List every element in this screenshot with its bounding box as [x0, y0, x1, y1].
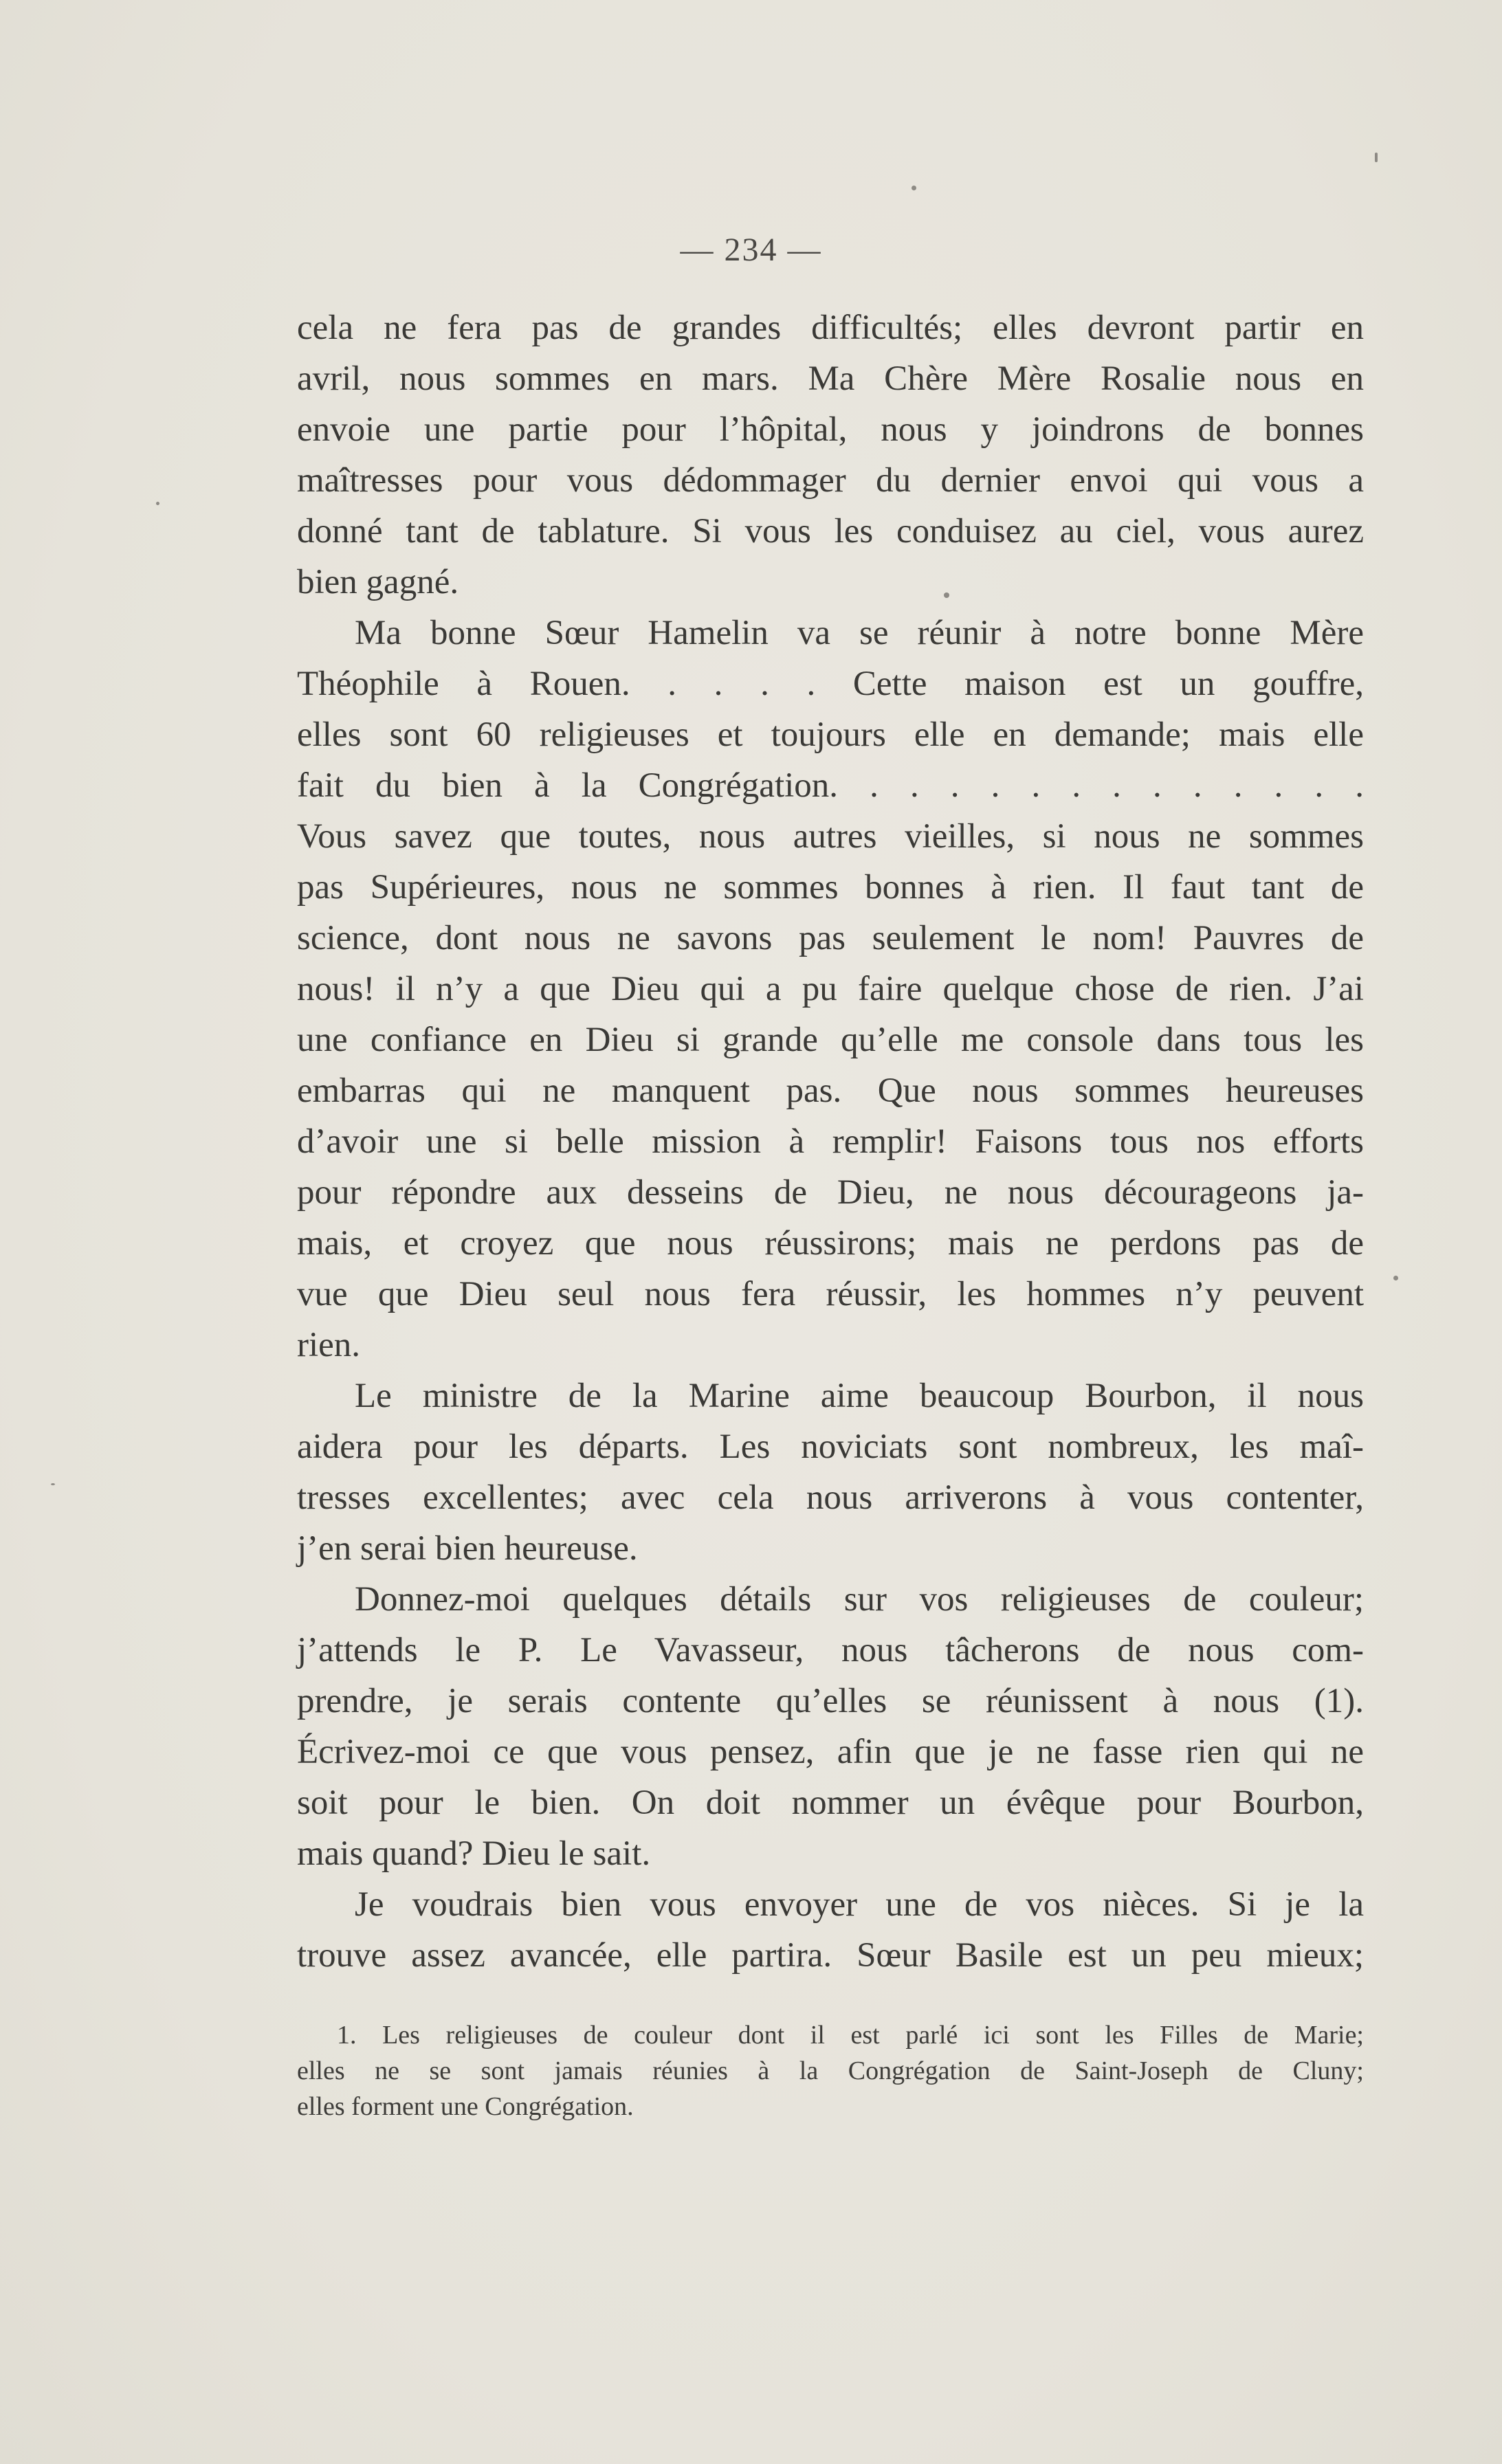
footnote-line: elles ne se sont jamais réunies à la Congrégation de Saint-Joseph de Cluny;	[297, 2056, 1364, 2085]
body-line: trouve assez avancée, elle partira. Sœur Basile est un peu mieux;	[297, 1936, 1364, 1975]
body-line: mais, et croyez que nous réussirons; mais ne perdons pas de	[297, 1224, 1364, 1263]
body-line: Je voudrais bien vous envoyer une de vos nièces. Si je la	[355, 1885, 1364, 1924]
body-line: d’avoir une si belle mission à remplir! Faisons tous nos efforts	[297, 1122, 1364, 1161]
body-line: vue que Dieu seul nous fera réussir, les hommes n’y peuvent	[297, 1275, 1364, 1313]
body-line: Écrivez-moi ce que vous pensez, afin que je ne fasse rien qui ne	[297, 1733, 1364, 1771]
body-line: Donnez-moi quelques détails sur vos religieuses de couleur;	[355, 1580, 1364, 1619]
body-text	[297, 302, 1364, 1981]
body-line: fait du bien à la Congrégation. . . . . . . . . . . . . .	[297, 766, 1364, 805]
body-line: tresses excellentes; avec cela nous arriverons à vous contenter,	[297, 1478, 1364, 1517]
footnote-line: 1. Les religieuses de couleur dont il est parlé ici sont les Filles de Marie;	[337, 2021, 1364, 2050]
body-line: envoie une partie pour l’hôpital, nous y joindrons de bonnes	[297, 410, 1364, 449]
body-line: nous! il n’y a que Dieu qui a pu faire quelque chose de rien. J’ai	[297, 970, 1364, 1008]
scan-speck	[1375, 153, 1378, 162]
body-line: aidera pour les départs. Les noviciats sont nombreux, les maî-	[297, 1428, 1364, 1466]
scan-speck	[912, 186, 916, 190]
body-line: Vous savez que toutes, nous autres vieilles, si nous ne sommes	[297, 817, 1364, 856]
scan-speck	[1393, 1276, 1398, 1280]
body-line: science, dont nous ne savons pas seulement le nom! Pauvres de	[297, 919, 1364, 957]
body-line: prendre, je serais contente qu’elles se réunissent à nous (1).	[297, 1682, 1364, 1720]
body-line: Le ministre de la Marine aime beaucoup Bourbon, il nous	[355, 1377, 1364, 1415]
body-line: avril, nous sommes en mars. Ma Chère Mère Rosalie nous en	[297, 359, 1364, 398]
body-line: soit pour le bien. On doit nommer un évêque pour Bourbon,	[297, 1784, 1364, 1822]
body-line: j’attends le P. Le Vavasseur, nous tâcherons de nous com-	[297, 1631, 1364, 1669]
scan-speck	[944, 592, 949, 598]
body-line: maîtresses pour vous dédommager du dernier envoi qui vous a	[297, 461, 1364, 500]
body-line: une confiance en Dieu si grande qu’elle me console dans tous les	[297, 1021, 1364, 1059]
body-line: elles sont 60 religieuses et toujours elle en demande; mais elle	[297, 715, 1364, 754]
body-line: rien.	[297, 1326, 361, 1364]
footnotes	[297, 2017, 1364, 2124]
footnote-line: elles forment une Congrégation.	[297, 2092, 634, 2121]
page-number: — 234 —	[680, 232, 822, 268]
body-line: embarras qui ne manquent pas. Que nous sommes heureuses	[297, 1072, 1364, 1110]
body-line: Ma bonne Sœur Hamelin va se réunir à notre bonne Mère	[355, 614, 1364, 652]
body-line: donné tant de tablature. Si vous les conduisez au ciel, vous aurez	[297, 512, 1364, 551]
scan-speck	[156, 502, 159, 505]
body-line: pour répondre aux desseins de Dieu, ne nous décourageons ja-	[297, 1173, 1364, 1212]
body-line: cela ne fera pas de grandes difficultés; elles devront partir en	[297, 309, 1364, 347]
scan-speck	[51, 1483, 55, 1485]
body-line: Théophile à Rouen. . . . . Cette maison est un gouffre,	[297, 665, 1364, 703]
body-line: j’en serai bien heureuse.	[297, 1529, 638, 1568]
body-line: mais quand? Dieu le sait.	[297, 1834, 651, 1873]
body-line: bien gagné.	[297, 563, 459, 601]
body-line: pas Supérieures, nous ne sommes bonnes à rien. Il faut tant de	[297, 868, 1364, 907]
